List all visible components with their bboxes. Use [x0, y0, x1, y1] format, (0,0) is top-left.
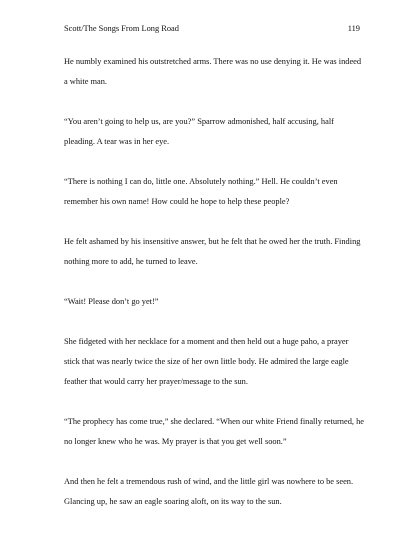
text-line: He numbly examined his outstretched arms. There was no use denying it. He was indeed — [64, 57, 362, 66]
text-line: feather that would carry her prayer/message to the sun. — [64, 377, 248, 386]
paragraph — [64, 52, 364, 92]
text-line: a white man. — [64, 77, 108, 86]
page-number: 119 — [347, 24, 360, 33]
text-line: “There is nothing I can do, little one. Absolutely nothing.” Hell. He couldn’t even — [64, 177, 338, 186]
paragraph — [64, 332, 364, 392]
text-line: He felt ashamed by his insensitive answer, but he felt that he owed her the truth. Finding — [64, 237, 361, 246]
running-header-title: Scott/The Songs From Long Road — [64, 24, 179, 33]
text-line: no longer knew who he was. My prayer is that you get well soon.” — [64, 437, 287, 446]
paragraph — [64, 232, 364, 272]
text-line: And then he felt a tremendous rush of wind, and the little girl was nowhere to be seen. — [64, 477, 354, 486]
page-body — [64, 52, 364, 532]
paragraph — [64, 292, 364, 312]
text-line: “You aren’t going to help us, are you?” Sparrow admonished, half accusing, half — [64, 117, 334, 126]
text-line: nothing more to add, he turned to leave. — [64, 257, 198, 266]
paragraph — [64, 412, 364, 452]
paragraph — [64, 472, 364, 512]
text-line: remember his own name! How could he hope to help these people? — [64, 197, 290, 206]
paragraph — [64, 112, 364, 152]
text-line: Glancing up, he saw an eagle soaring aloft, on its way to the sun. — [64, 497, 282, 506]
text-line: pleading. A tear was in her eye. — [64, 137, 170, 146]
text-line: “The prophecy has come true,” she declared. “When our white Friend finally returned, he — [64, 417, 364, 426]
text-line: She fidgeted with her necklace for a moment and then held out a huge paho, a prayer — [64, 337, 349, 346]
paragraph — [64, 172, 364, 212]
text-line: stick that was nearly twice the size of her own little body. He admired the large eagle — [64, 357, 349, 366]
text-line: “Wait! Please don’t go yet!” — [64, 297, 159, 306]
